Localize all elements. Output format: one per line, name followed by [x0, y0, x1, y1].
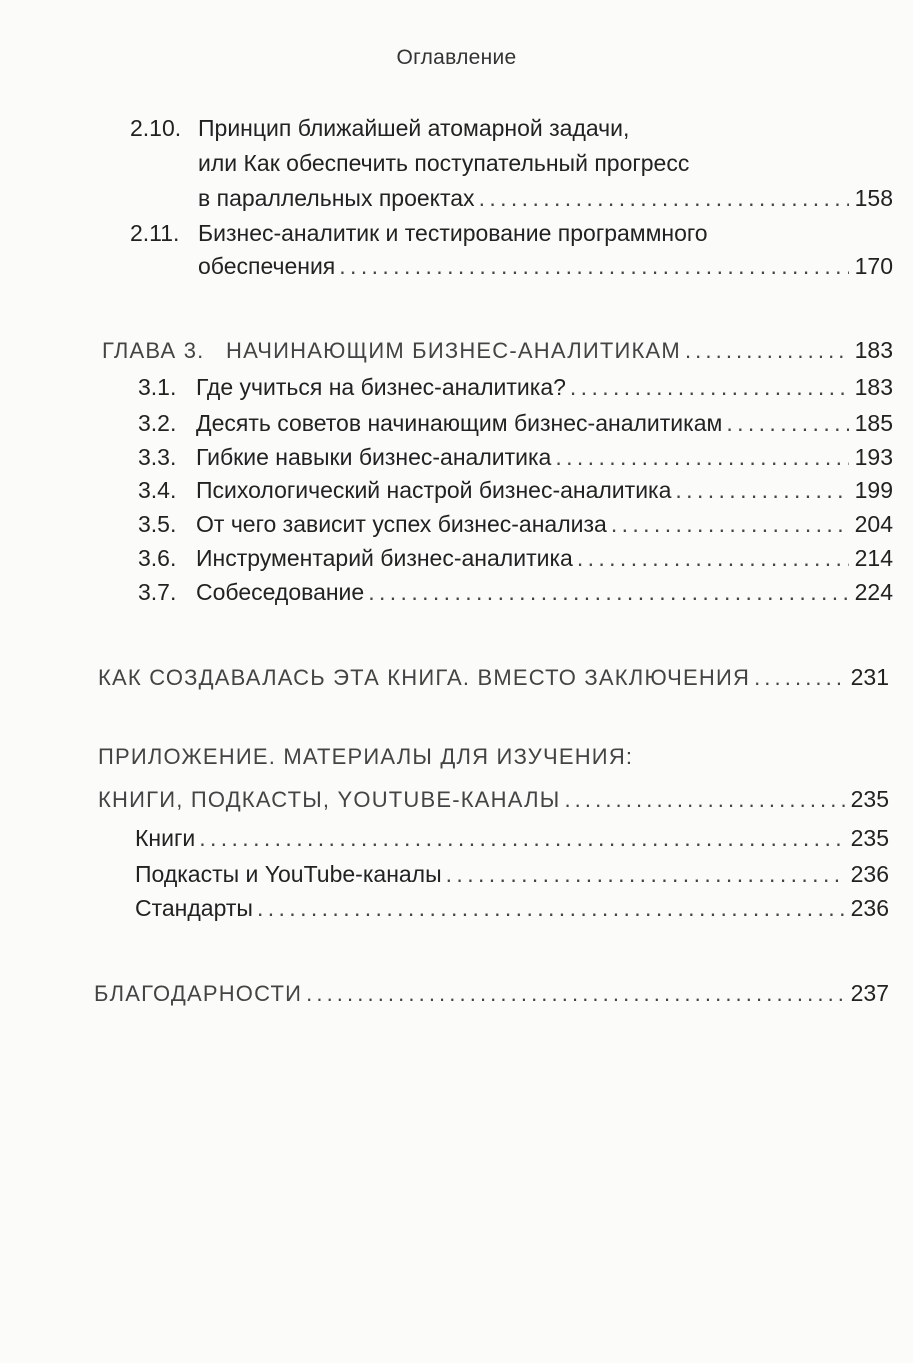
toc-page-number: 236	[850, 895, 889, 921]
dot-leader	[570, 374, 849, 401]
toc-entry-number: 3.4.	[138, 477, 177, 503]
toc-entry-title: Книги	[135, 825, 196, 851]
toc-page-number: 158	[854, 185, 893, 211]
toc-page-number: 235	[850, 825, 889, 851]
toc-entry-title: Десять советов начинающим бизнес-аналитикам	[196, 410, 723, 436]
toc-entry-2-11-number: 2.11.	[130, 220, 180, 246]
toc-entry-2-11[interactable]	[198, 253, 893, 280]
toc-entry-number: 3.6.	[138, 545, 177, 571]
toc-acknowledgements[interactable]	[94, 980, 889, 1007]
toc-entry-number: 3.3.	[138, 444, 177, 470]
toc-page-number: 185	[854, 410, 893, 436]
toc-page-number: 235	[850, 786, 889, 812]
running-header: Оглавление	[396, 46, 517, 69]
toc-entry-3-5[interactable]	[138, 511, 893, 538]
toc-appendix-books[interactable]	[135, 825, 889, 852]
toc-page-number: 193	[854, 444, 893, 470]
toc-entry-number: 3.7.	[138, 579, 177, 605]
dot-leader	[479, 185, 849, 212]
toc-conclusion[interactable]	[98, 664, 889, 691]
dot-leader	[555, 444, 848, 471]
toc-page-number: 214	[854, 545, 893, 571]
toc-entry-2-11-line1: Бизнес-аналитик и тестирование программного	[198, 220, 708, 246]
toc-appendix-standards[interactable]	[135, 895, 889, 922]
dot-leader	[306, 981, 845, 1007]
toc-chapter-label: ГЛАВА 3.	[102, 338, 205, 363]
toc-appendix[interactable]	[98, 786, 889, 813]
toc-page-number: 199	[854, 477, 893, 503]
dot-leader	[257, 895, 845, 922]
toc-entry-3-1[interactable]	[138, 374, 893, 401]
toc-page-number: 237	[850, 980, 889, 1006]
toc-page-number: 236	[850, 861, 889, 887]
dot-leader	[577, 545, 849, 572]
toc-entry-3-7[interactable]	[138, 579, 893, 606]
toc-entry-number: 3.2.	[138, 410, 177, 436]
toc-appendix-podcasts[interactable]	[135, 861, 889, 888]
toc-chapter-title: НАЧИНАЮЩИМ БИЗНЕС-АНАЛИТИКАМ	[226, 338, 681, 363]
dot-leader	[199, 825, 844, 852]
toc-entry-number: 3.1.	[138, 374, 177, 400]
toc-entry-title: БЛАГОДАРНОСТИ	[94, 981, 303, 1006]
toc-entry-title: обеспечения	[198, 253, 336, 279]
toc-entry-2-10-line2: или Как обеспечить поступательный прогресс	[198, 150, 690, 176]
dot-leader	[726, 410, 848, 437]
toc-entry-title: Где учиться на бизнес-аналитика?	[196, 374, 566, 400]
toc-page-number: 224	[854, 579, 893, 605]
toc-entry-title: КНИГИ, ПОДКАСТЫ, YOUTUBE-КАНАЛЫ	[98, 787, 561, 812]
toc-entry-title: Гибкие навыки бизнес-аналитика	[196, 444, 552, 470]
toc-entry-2-10-number: 2.10.	[130, 115, 182, 141]
dot-leader	[685, 338, 849, 364]
dot-leader	[675, 477, 848, 504]
toc-page-number: 183	[854, 337, 893, 363]
toc-entry-title: Подкасты и YouTube-каналы	[135, 861, 442, 887]
toc-entry-3-2[interactable]	[138, 410, 893, 437]
toc-entry-title: Инструментарий бизнес-аналитика	[196, 545, 573, 571]
toc-entry-2-10[interactable]	[198, 185, 893, 212]
toc-entry-2-10-line1: Принцип ближайшей атомарной задачи,	[198, 115, 630, 141]
toc-page-number: 170	[854, 253, 893, 279]
dot-leader	[339, 253, 848, 280]
dot-leader	[611, 511, 849, 538]
toc-entry-3-3[interactable]	[138, 444, 893, 471]
dot-leader	[754, 665, 845, 691]
toc-entry-title: Собеседование	[196, 579, 365, 605]
toc-appendix-line1: ПРИЛОЖЕНИЕ. МАТЕРИАЛЫ ДЛЯ ИЗУЧЕНИЯ:	[98, 744, 634, 769]
toc-entry-title: Психологический настрой бизнес-аналитика	[196, 477, 672, 503]
toc-page-number: 231	[850, 664, 889, 690]
toc-entry-3-4[interactable]	[138, 477, 893, 504]
dot-leader	[446, 861, 845, 888]
dot-leader	[368, 579, 848, 606]
toc-page-number: 183	[854, 374, 893, 400]
toc-entry-title: КАК СОЗДАВАЛАСЬ ЭТА КНИГА. ВМЕСТО ЗАКЛЮЧЕНИЯ	[98, 665, 751, 690]
dot-leader	[564, 787, 844, 813]
toc-entry-title: От чего зависит успех бизнес-анализа	[196, 511, 607, 537]
toc-chapter-3[interactable]	[102, 337, 893, 364]
toc-page-number: 204	[854, 511, 893, 537]
toc-entry-number: 3.5.	[138, 511, 177, 537]
toc-entry-title: в параллельных проектах	[198, 185, 475, 211]
toc-entry-title: Стандарты	[135, 895, 253, 921]
toc-entry-3-6[interactable]	[138, 545, 893, 572]
